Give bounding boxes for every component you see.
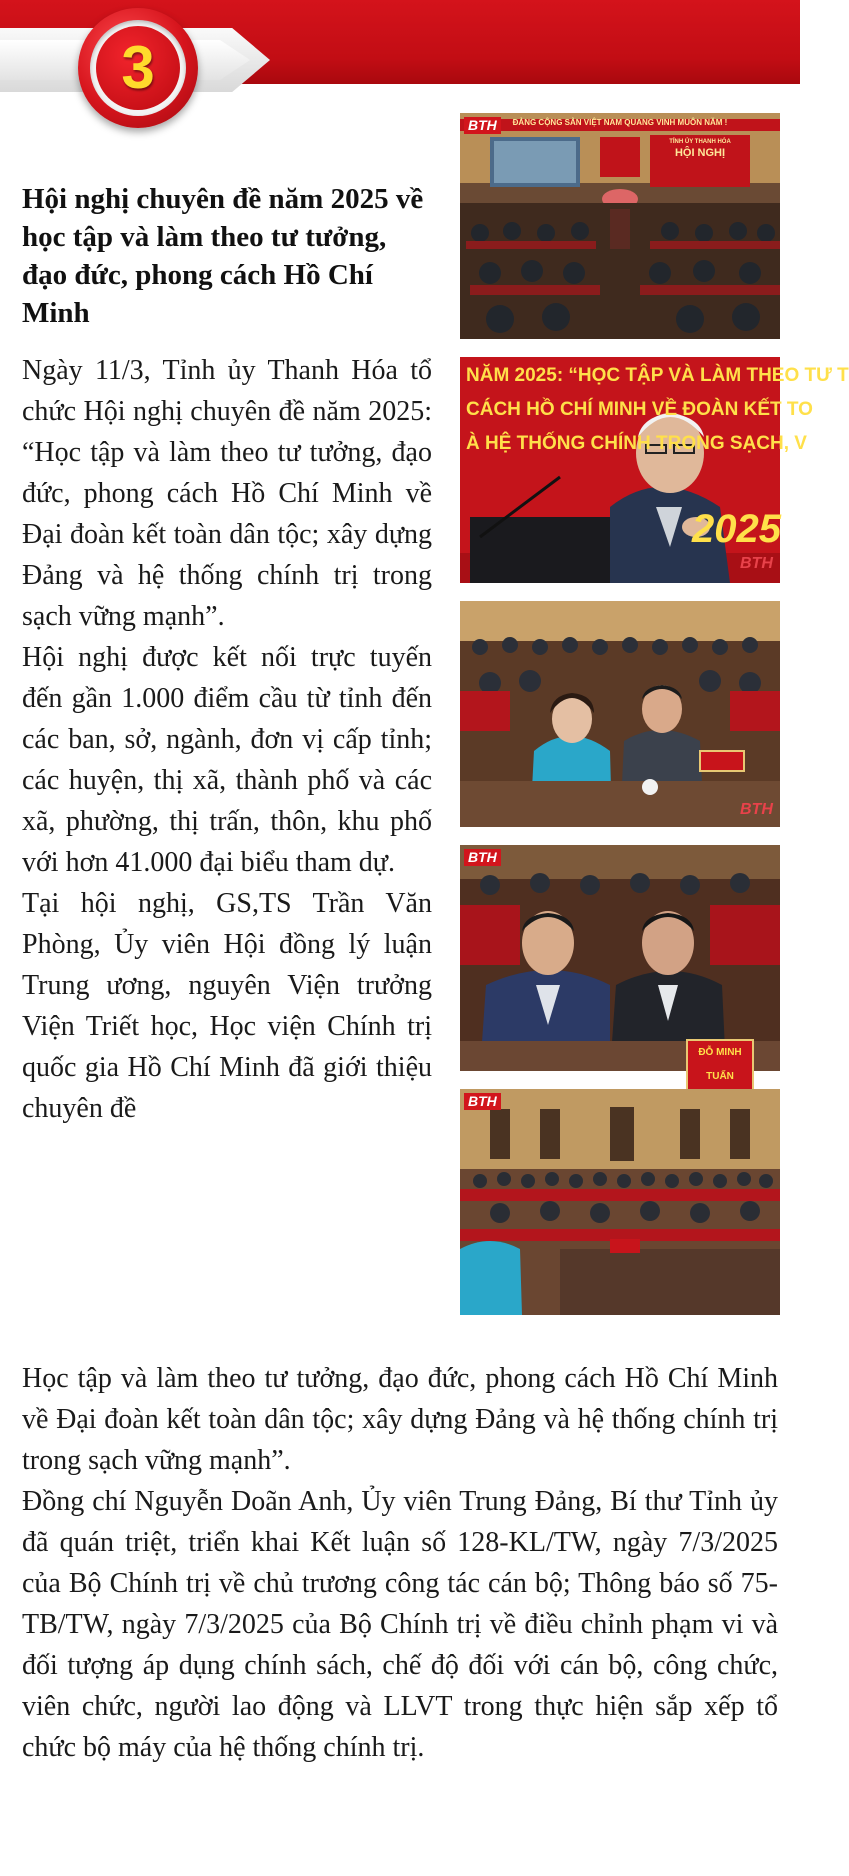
photo-delegates-front-row xyxy=(460,601,780,827)
bth-logo: BTH xyxy=(464,117,501,134)
paragraph: Học tập và làm theo tư tưởng, đạo đức, phong cách Hồ Chí Minh về Đại đoàn kết toàn dân tộc; xây dựng Đảng và hệ thống chính trị trong sạch vững mạnh”. xyxy=(22,1363,778,1476)
leaders-image xyxy=(460,845,780,1071)
banner-year: 2025 xyxy=(692,507,781,551)
section-number-badge xyxy=(78,8,198,128)
banner-line: NĂM 2025: “HỌC TẬP VÀ LÀM THEO TƯ T xyxy=(466,365,849,386)
photo-speaker-at-podium xyxy=(460,357,849,583)
stage-slogan: ĐẢNG CỘNG SẢN VIỆT NAM QUANG VINH MUÔN NĂM ! xyxy=(512,118,728,127)
photo-delegates-leaders xyxy=(460,845,780,1082)
delegates-image xyxy=(460,601,780,827)
banner-line: CÁCH HỒ CHÍ MINH VỀ ĐOÀN KẾT TO xyxy=(466,399,813,420)
paragraph: Tại hội nghị, GS,TS Trần Văn Phòng, Ủy viên Hội đồng lý luận Trung ương, nguyên Viện trưởng Viện Triết học, Học viện Chính trị quốc gia Hồ Chí Minh đã giới thiệu chuyên đề xyxy=(22,888,432,1124)
bth-logo: BTH xyxy=(464,1093,501,1110)
article-title: Hội nghị chuyên đề năm 2025 về học tập và làm theo tư tưởng, đạo đức, phong cách Hồ Chí Minh xyxy=(22,183,424,329)
photo-hall-wide-view xyxy=(460,1089,780,1315)
paragraph: Hội nghị được kết nối trực tuyến đến gần 1.000 điểm cầu từ tỉnh đến các ban, sở, ngành, đơn vị cấp tỉnh; các huyện, thị xã, thành phố và các xã, phường, thị trấn, thôn, khu phố với hơn 41.000 đại biểu tham dự. xyxy=(22,642,432,878)
stage-org: TỈNH ỦY THANH HÓA xyxy=(669,139,731,145)
bth-logo: BTH xyxy=(464,849,501,866)
hall-wide-image xyxy=(460,1089,780,1315)
section-number: 3 xyxy=(121,34,155,101)
bth-logo: BTH xyxy=(740,555,773,572)
banner-line: À HỆ THỐNG CHÍNH TRONG SẠCH, V xyxy=(466,433,807,454)
nameplate: ĐỖ MINH TUẤN xyxy=(686,1039,754,1091)
photo-conference-hall xyxy=(460,113,780,339)
stage-title: HỘI NGHỊ xyxy=(674,147,726,159)
paragraph: Ngày 11/3, Tỉnh ủy Thanh Hóa tổ chức Hội nghị chuyên đề năm 2025: “Học tập và làm theo tư tưởng, đạo đức, phong cách Hồ Chí Minh về Đại đoàn kết toàn dân tộc; xây dựng Đảng và hệ thống chính trị trong sạch vững mạnh”. xyxy=(22,355,432,632)
article-body-column xyxy=(22,350,432,1129)
paragraph: Đồng chí Nguyễn Doãn Anh, Ủy viên Trung Đảng, Bí thư Tỉnh ủy đã quán triệt, triển khai Kết luận số 128-KL/TW, ngày 7/3/2025 của Bộ Chính trị về chủ trương công tác cán bộ; Thông báo số 75-TB/TW, ngày 7/3/2025 của Bộ Chính trị về điều chỉnh phạm vi và đối tượng áp dụng chính sách, chế độ đối với cán bộ, công chức, viên chức, người lao động và LLVT trong thực hiện sắp xếp tổ chức bộ máy của hệ thống chính trị. xyxy=(22,1486,778,1763)
bth-logo: BTH xyxy=(740,801,773,818)
article-body-wide xyxy=(22,1358,778,1768)
